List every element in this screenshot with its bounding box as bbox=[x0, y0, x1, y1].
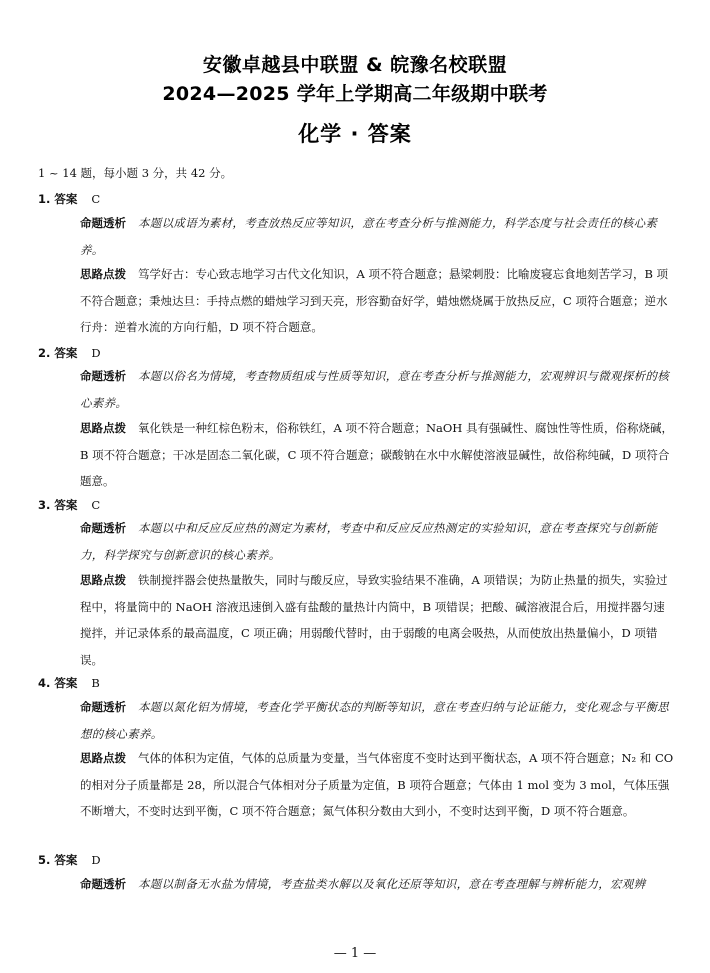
subject-title: 化学 · 答案 bbox=[298, 122, 412, 146]
question-4-analysis bbox=[80, 694, 676, 747]
question-1-answer bbox=[38, 191, 100, 207]
analysis-label: 命题透析 bbox=[80, 216, 126, 230]
question-2-hint bbox=[80, 415, 676, 495]
analysis-label: 命题透析 bbox=[80, 521, 126, 535]
analysis-text: 本题以制备无水盐为情境，考查盐类水解以及氧化还原等知识，意在考查理解与辨析能力，宏观辨 bbox=[138, 877, 646, 891]
answer-letter: B bbox=[91, 676, 100, 690]
analysis-label: 命题透析 bbox=[80, 877, 126, 891]
hint-text: 笃学好古：专心致志地学习古代文化知识，A 项不符合题意；悬梁刺股：比喻废寝忘食地刻苦学习，B 项不符合题意；秉烛达旦：手持点燃的蜡烛学习到天亮，形容勤奋好学，蜡烛燃烧属于放热反应，C 项符合题意；逆水行舟：逆着水流的方向行船，D 项不符合题意。 bbox=[80, 267, 669, 334]
hint-label: 思路点拨 bbox=[80, 421, 126, 435]
analysis-text: 本题以中和反应反应热的测定为素材，考查中和反应反应热测定的实验知识，意在考查探究与创新能力，科学探究与创新意识的核心素养。 bbox=[80, 521, 658, 562]
hint-text: 气体的体积为定值，气体的总质量为变量，当气体密度不变时达到平衡状态，A 项不符合题意；N₂ 和 CO 的相对分子质量都是 28，所以混合气体相对分子质量为定值，B 项符合题意；气体由 1 mol 变为 3 mol，气体压强不断增大，不变时达到平衡，C 项不符合题意；氮气体积分数由大到小，不变时达到平衡，D 项不符合题意。 bbox=[80, 751, 674, 818]
question-5-analysis bbox=[80, 871, 676, 898]
question-4-hint bbox=[80, 745, 676, 825]
question-number: 1. 答案 bbox=[38, 192, 78, 206]
answer-letter: C bbox=[91, 192, 101, 206]
hint-label: 思路点拨 bbox=[80, 267, 126, 281]
alliance-title: 安徽卓越县中联盟 & 皖豫名校联盟 bbox=[202, 54, 508, 76]
analysis-text: 本题以氮化铝为情境，考查化学平衡状态的判断等知识，意在考查归纳与论证能力，变化观念与平衡思想的核心素养。 bbox=[80, 700, 669, 741]
question-1-hint bbox=[80, 261, 676, 341]
answer-letter: C bbox=[91, 498, 101, 512]
hint-text: 铁制搅拌器会使热量散失，同时与酸反应，导致实验结果不准确，A 项错误；为防止热量的损失，实验过程中，将量筒中的 NaOH 溶液迅速倒入盛有盐酸的量热计内筒中，B 项错误；把酸、碱溶液混合后，用搅拌器匀速搅拌，并记录体系的最高温度，C 项正确；用弱酸代替时，由于弱酸的电离会吸热，从而使放出热量偏小，D 项错误。 bbox=[80, 573, 668, 667]
page-number: — 1 — bbox=[333, 946, 377, 961]
question-3-analysis bbox=[80, 515, 676, 568]
question-number: 4. 答案 bbox=[38, 676, 78, 690]
question-4-answer bbox=[38, 675, 100, 691]
hint-text: 氧化铁是一种红棕色粉末，俗称铁红，A 项不符合题意；NaOH 具有强碱性、腐蚀性等性质，俗称烧碱，B 项不符合题意；干冰是固态二氧化碳，C 项不符合题意；碳酸钠在水中水解使溶液显碱性，故俗称纯碱，D 项符合题意。 bbox=[80, 421, 673, 488]
question-3-hint bbox=[80, 567, 676, 673]
question-5-answer bbox=[38, 852, 101, 868]
scoring-note: 1 ~ 14 题，每小题 3 分，共 42 分。 bbox=[38, 166, 233, 180]
question-number: 2. 答案 bbox=[38, 346, 78, 360]
analysis-label: 命题透析 bbox=[80, 369, 126, 383]
question-2-analysis bbox=[80, 363, 676, 416]
question-number: 5. 答案 bbox=[38, 853, 78, 867]
question-2-answer bbox=[38, 345, 101, 361]
hint-label: 思路点拨 bbox=[80, 751, 126, 765]
analysis-text: 本题以俗名为情境，考查物质组成与性质等知识，意在考查分析与推测能力，宏观辨识与微观探析的核心素养。 bbox=[80, 369, 669, 410]
question-1-analysis bbox=[80, 210, 676, 263]
exam-title: 2024—2025 学年上学期高二年级期中联考 bbox=[162, 83, 548, 105]
analysis-text: 本题以成语为素材，考查放热反应等知识，意在考查分析与推测能力，科学态度与社会责任的核心素养。 bbox=[80, 216, 658, 257]
question-number: 3. 答案 bbox=[38, 498, 78, 512]
analysis-label: 命题透析 bbox=[80, 700, 126, 714]
hint-label: 思路点拨 bbox=[80, 573, 126, 587]
question-3-answer bbox=[38, 497, 100, 513]
answer-letter: D bbox=[91, 346, 101, 360]
answer-letter: D bbox=[91, 853, 101, 867]
